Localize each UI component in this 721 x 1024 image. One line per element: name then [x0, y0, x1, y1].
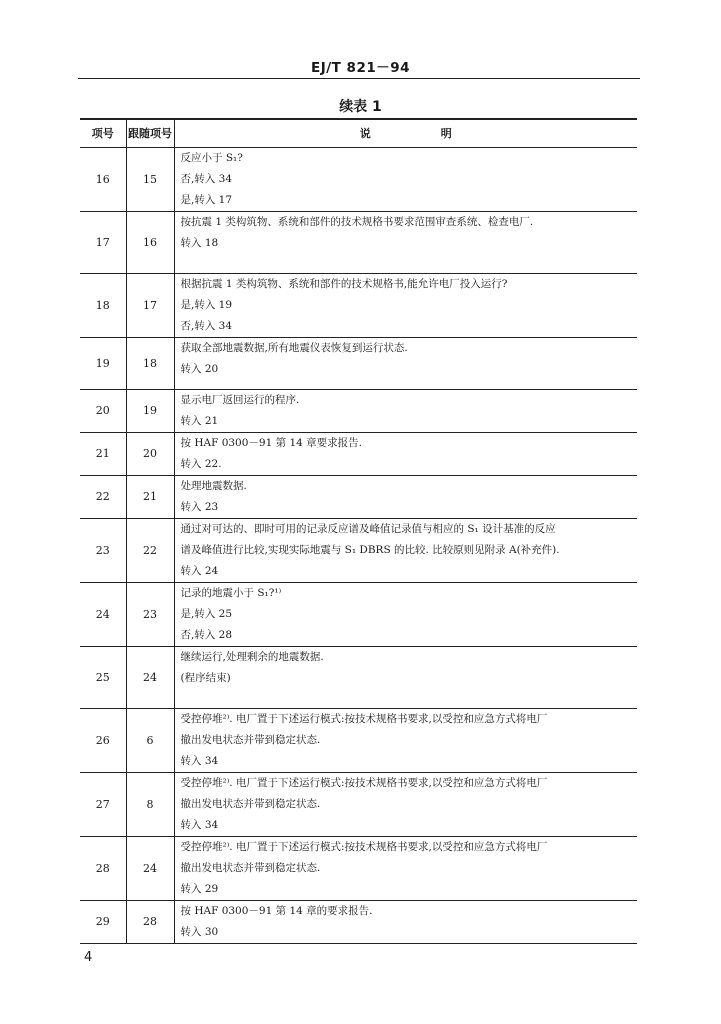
standard-code: EJ/T 821－94: [310, 60, 411, 76]
follow-number-cell: 23: [126, 582, 174, 646]
description-line: 撤出发电状态并带到稳定状态.: [180, 733, 321, 746]
description-line: 通过对可达的、即时可用的记录反应谱及峰值记录值与相应的 S₁ 设计基准的反应: [180, 522, 556, 535]
follow-number-cell: 28: [126, 900, 174, 943]
table-row: [80, 475, 637, 518]
table-row: [80, 836, 637, 900]
follow-number-cell: 17: [126, 273, 174, 337]
item-number-cell: 21: [80, 432, 126, 475]
description-line: 否,转入 28: [180, 628, 233, 641]
description-cell: [174, 772, 637, 836]
page-number: 4: [84, 950, 93, 965]
description-line: 转入 30: [180, 925, 219, 938]
description-cell: [174, 432, 637, 475]
item-number-cell: 27: [80, 772, 126, 836]
description-line: 处理地震数据.: [180, 479, 247, 492]
description-line: 转入 20: [180, 362, 219, 375]
item-number-cell: 18: [80, 273, 126, 337]
description-line: 记录的地震小于 S₁?¹⁾: [180, 586, 282, 599]
description-cell: [174, 211, 637, 273]
description-line: (程序结束): [180, 671, 231, 684]
description-line: 按 HAF 0300－91 第 14 章的要求报告.: [180, 904, 373, 917]
description-line: 按 HAF 0300－91 第 14 章要求报告.: [180, 436, 362, 449]
table-row: [80, 900, 637, 943]
table-body: [80, 147, 637, 943]
description-line: 按抗震 1 类构筑物、系统和部件的技术规格书要求范围审查系统、检查电厂.: [180, 215, 534, 228]
item-number-cell: 17: [80, 211, 126, 273]
table-row: [80, 273, 637, 337]
description-line: 转入 21: [180, 414, 219, 427]
description-line: 转入 23: [180, 500, 219, 513]
description-line: 根据抗震 1 类构筑物、系统和部件的技术规格书,能允许电厂投入运行?: [180, 277, 508, 290]
item-number-cell: 20: [80, 389, 126, 432]
table-row: [80, 389, 637, 432]
table-row: [80, 708, 637, 772]
description-line: 谱及峰值进行比较,实现实际地震与 S₁ DBRS 的比较. 比较原则见附录 A(补充件).: [180, 543, 560, 556]
table-row: [80, 337, 637, 389]
description-line: 是,转入 25: [180, 607, 233, 620]
description-cell: [174, 836, 637, 900]
description-line: 转入 34: [180, 818, 219, 831]
description-line: 反应小于 S₁?: [180, 151, 243, 164]
description-line: 否,转入 34: [180, 172, 233, 185]
description-line: 转入 34: [180, 754, 219, 767]
description-cell: [174, 646, 637, 708]
table-row: [80, 772, 637, 836]
description-line: 转入 29: [180, 882, 219, 895]
table-row: [80, 518, 637, 582]
description-line: 是,转入 19: [180, 298, 233, 311]
follow-number-cell: 19: [126, 389, 174, 432]
item-number-cell: 25: [80, 646, 126, 708]
column-header-follow-no: 跟随项号: [126, 119, 174, 147]
description-line: 否,转入 34: [180, 319, 233, 332]
table-caption: 续表 1: [339, 99, 382, 115]
table-row: [80, 147, 637, 211]
follow-number-cell: 15: [126, 147, 174, 211]
description-cell: [174, 900, 637, 943]
item-number-cell: 23: [80, 518, 126, 582]
item-number-cell: 29: [80, 900, 126, 943]
description-cell: [174, 389, 637, 432]
description-cell: [174, 708, 637, 772]
description-line: 转入 22.: [180, 457, 222, 470]
follow-number-cell: 20: [126, 432, 174, 475]
item-number-cell: 22: [80, 475, 126, 518]
description-line: 受控停堆²⁾. 电厂置于下述运行模式:按技术规格书要求,以受控和应急方式将电厂: [180, 712, 548, 725]
description-cell: [174, 475, 637, 518]
description-line: 撤出发电状态并带到稳定状态.: [180, 861, 321, 874]
item-number-cell: 24: [80, 582, 126, 646]
follow-number-cell: 8: [126, 772, 174, 836]
table-header-row: [80, 119, 637, 147]
description-line: 继续运行,处理剩余的地震数据.: [180, 650, 324, 663]
continued-table: [80, 118, 637, 944]
description-line: 受控停堆²⁾. 电厂置于下述运行模式:按技术规格书要求,以受控和应急方式将电厂: [180, 776, 548, 789]
description-line: 获取全部地震数据,所有地震仪表恢复到运行状态.: [180, 341, 408, 354]
column-header-description: [174, 119, 637, 147]
description-line: 转入 24: [180, 564, 219, 577]
follow-number-cell: 21: [126, 475, 174, 518]
description-cell: [174, 518, 637, 582]
follow-number-cell: 24: [126, 836, 174, 900]
description-line: 转入 18: [180, 236, 219, 249]
description-line: 显示电厂返回运行的程序.: [180, 393, 300, 406]
column-header-item-no: 项号: [80, 119, 126, 147]
table-row: [80, 432, 637, 475]
follow-number-cell: 6: [126, 708, 174, 772]
follow-number-cell: 24: [126, 646, 174, 708]
description-cell: [174, 273, 637, 337]
item-number-cell: 26: [80, 708, 126, 772]
follow-number-cell: 16: [126, 211, 174, 273]
table-row: [80, 582, 637, 646]
header-rule: [78, 78, 640, 79]
table-row: [80, 646, 637, 708]
follow-number-cell: 18: [126, 337, 174, 389]
description-cell: [174, 147, 637, 211]
description-cell: [174, 337, 637, 389]
column-header-description-part-1: 说: [359, 127, 371, 141]
description-line: 撤出发电状态并带到稳定状态.: [180, 797, 321, 810]
item-number-cell: 16: [80, 147, 126, 211]
item-number-cell: 28: [80, 836, 126, 900]
column-header-description-part-2: 明: [440, 127, 452, 141]
description-line: 受控停堆²⁾. 电厂置于下述运行模式:按技术规格书要求,以受控和应急方式将电厂: [180, 840, 548, 853]
description-line: 是,转入 17: [180, 193, 233, 206]
table-row: [80, 211, 637, 273]
description-cell: [174, 582, 637, 646]
follow-number-cell: 22: [126, 518, 174, 582]
item-number-cell: 19: [80, 337, 126, 389]
